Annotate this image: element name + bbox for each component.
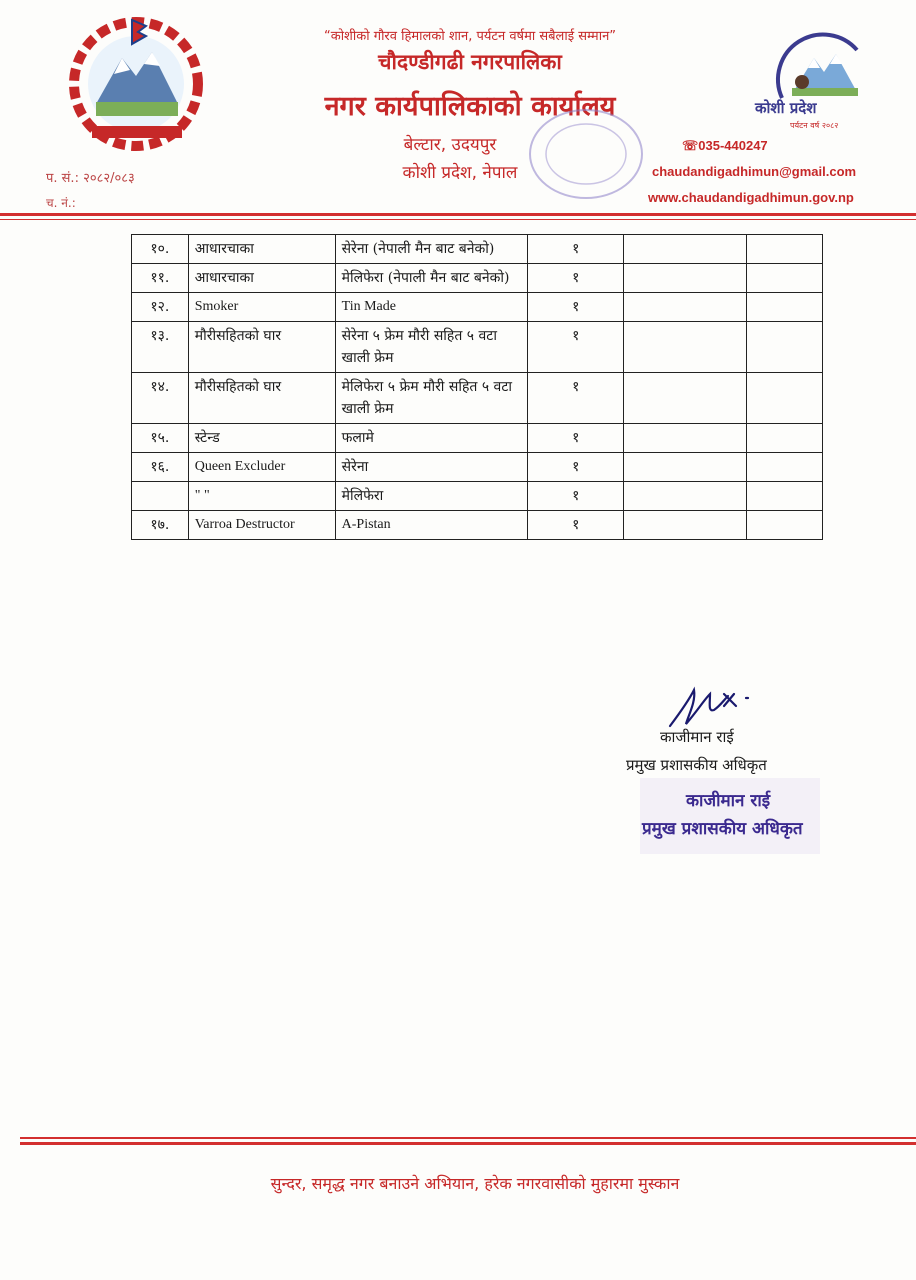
- empty-cell: [746, 373, 822, 424]
- empty-cell: [624, 373, 747, 424]
- item-spec-cell: सेरेना (नेपाली मैन बाट बनेको): [335, 235, 528, 264]
- item-name-cell: आधारचाका: [188, 264, 335, 293]
- item-name-cell: स्टेन्ड: [188, 424, 335, 453]
- empty-cell: [624, 424, 747, 453]
- quantity-cell: १: [528, 264, 624, 293]
- item-spec-cell: सेरेना ५ फ्रेम मौरी सहित ५ वटा खाली फ्रेम: [335, 322, 528, 373]
- serial-number-cell: १२.: [132, 293, 189, 322]
- serial-number-cell: १७.: [132, 511, 189, 540]
- phone-number: ☏035-440247: [682, 138, 768, 153]
- quantity-cell: १: [528, 482, 624, 511]
- item-spec-cell: A-Pistan: [335, 511, 528, 540]
- table-row: [132, 482, 823, 511]
- office-stamp: [526, 106, 646, 202]
- handwritten-signature: [664, 680, 760, 732]
- dispatch-number: च. नं.:: [46, 196, 76, 210]
- item-name-cell: Queen Excluder: [188, 453, 335, 482]
- table-row: [132, 453, 823, 482]
- item-spec-cell: फलामे: [335, 424, 528, 453]
- address-line-2: कोशी प्रदेश, नेपाल: [402, 163, 518, 183]
- empty-cell: [624, 482, 747, 511]
- serial-number-cell: १०.: [132, 235, 189, 264]
- empty-cell: [746, 264, 822, 293]
- koshi-pradesh-logo: [762, 28, 872, 108]
- table-row: [132, 424, 823, 453]
- quantity-cell: १: [528, 322, 624, 373]
- item-name-cell: Varroa Destructor: [188, 511, 335, 540]
- serial-number-cell: [132, 482, 189, 511]
- table-row: [132, 322, 823, 373]
- header-slogan: “कोशीको गौरव हिमालको शान, पर्यटन वर्षमा सबैलाई सम्मान”: [323, 29, 617, 44]
- empty-cell: [746, 293, 822, 322]
- empty-cell: [624, 264, 747, 293]
- municipality-name: चौदण्डीगढी नगरपालिका: [378, 50, 562, 74]
- quantity-cell: १: [528, 424, 624, 453]
- footer-slogan: सुन्दर, समृद्ध नगर बनाउने अभियान, हरेक नगरवासीको मुहारमा मुस्कान: [270, 1174, 680, 1193]
- item-name-cell: मौरीसहितको घार: [188, 373, 335, 424]
- empty-cell: [624, 511, 747, 540]
- signatory-name: काजीमान राई: [660, 728, 734, 746]
- item-spec-cell: मेलिफेरा ५ फ्रेम मौरी सहित ५ वटा खाली फ्रेम: [335, 373, 528, 424]
- item-name-cell: " ": [188, 482, 335, 511]
- item-name-cell: Smoker: [188, 293, 335, 322]
- serial-number-cell: १६.: [132, 453, 189, 482]
- serial-number-cell: १५.: [132, 424, 189, 453]
- address-line-1: बेल्टार, उदयपुर: [403, 135, 497, 155]
- koshi-logo-subtext: पर्यटन वर्ष २०८२: [790, 121, 839, 130]
- office-name: नगर कार्यपालिकाको कार्यालय: [324, 91, 616, 122]
- email-address: chaudandigadhimun@gmail.com: [652, 164, 857, 179]
- item-spec-cell: मेलिफेरा: [335, 482, 528, 511]
- table-row: [132, 264, 823, 293]
- items-table: [131, 234, 823, 540]
- quantity-cell: १: [528, 373, 624, 424]
- empty-cell: [746, 235, 822, 264]
- koshi-logo-text: कोशी प्रदेश: [755, 99, 817, 117]
- quantity-cell: १: [528, 453, 624, 482]
- reference-number: प. सं.: २०८२/०८३: [46, 171, 135, 186]
- serial-number-cell: १४.: [132, 373, 189, 424]
- empty-cell: [746, 424, 822, 453]
- footer-divider-thin: [20, 1137, 916, 1139]
- serial-number-cell: १३.: [132, 322, 189, 373]
- nepal-emblem-logo: [52, 14, 220, 154]
- stamp-name: काजीमान राई: [686, 791, 771, 811]
- header-divider-thin: [0, 219, 916, 220]
- phone-icon: ☏: [682, 138, 699, 153]
- empty-cell: [624, 293, 747, 322]
- stamp-title: प्रमुख प्रशासकीय अधिकृत: [642, 819, 803, 839]
- signatory-title: प्रमुख प्रशासकीय अधिकृत: [626, 756, 767, 774]
- quantity-cell: १: [528, 511, 624, 540]
- item-spec-cell: Tin Made: [335, 293, 528, 322]
- empty-cell: [746, 511, 822, 540]
- empty-cell: [746, 322, 822, 373]
- item-spec-cell: सेरेना: [335, 453, 528, 482]
- table-row: [132, 235, 823, 264]
- header-divider: [0, 213, 916, 216]
- empty-cell: [746, 482, 822, 511]
- empty-cell: [624, 322, 747, 373]
- table-row: [132, 373, 823, 424]
- quantity-cell: १: [528, 293, 624, 322]
- footer-divider: [20, 1142, 916, 1145]
- empty-cell: [624, 453, 747, 482]
- item-spec-cell: मेलिफेरा (नेपाली मैन बाट बनेको): [335, 264, 528, 293]
- table-row: [132, 511, 823, 540]
- empty-cell: [624, 235, 747, 264]
- quantity-cell: १: [528, 235, 624, 264]
- serial-number-cell: ११.: [132, 264, 189, 293]
- empty-cell: [746, 453, 822, 482]
- item-name-cell: मौरीसहितको घार: [188, 322, 335, 373]
- table-row: [132, 293, 823, 322]
- website-url: www.chaudandigadhimun.gov.np: [648, 190, 854, 205]
- item-name-cell: आधारचाका: [188, 235, 335, 264]
